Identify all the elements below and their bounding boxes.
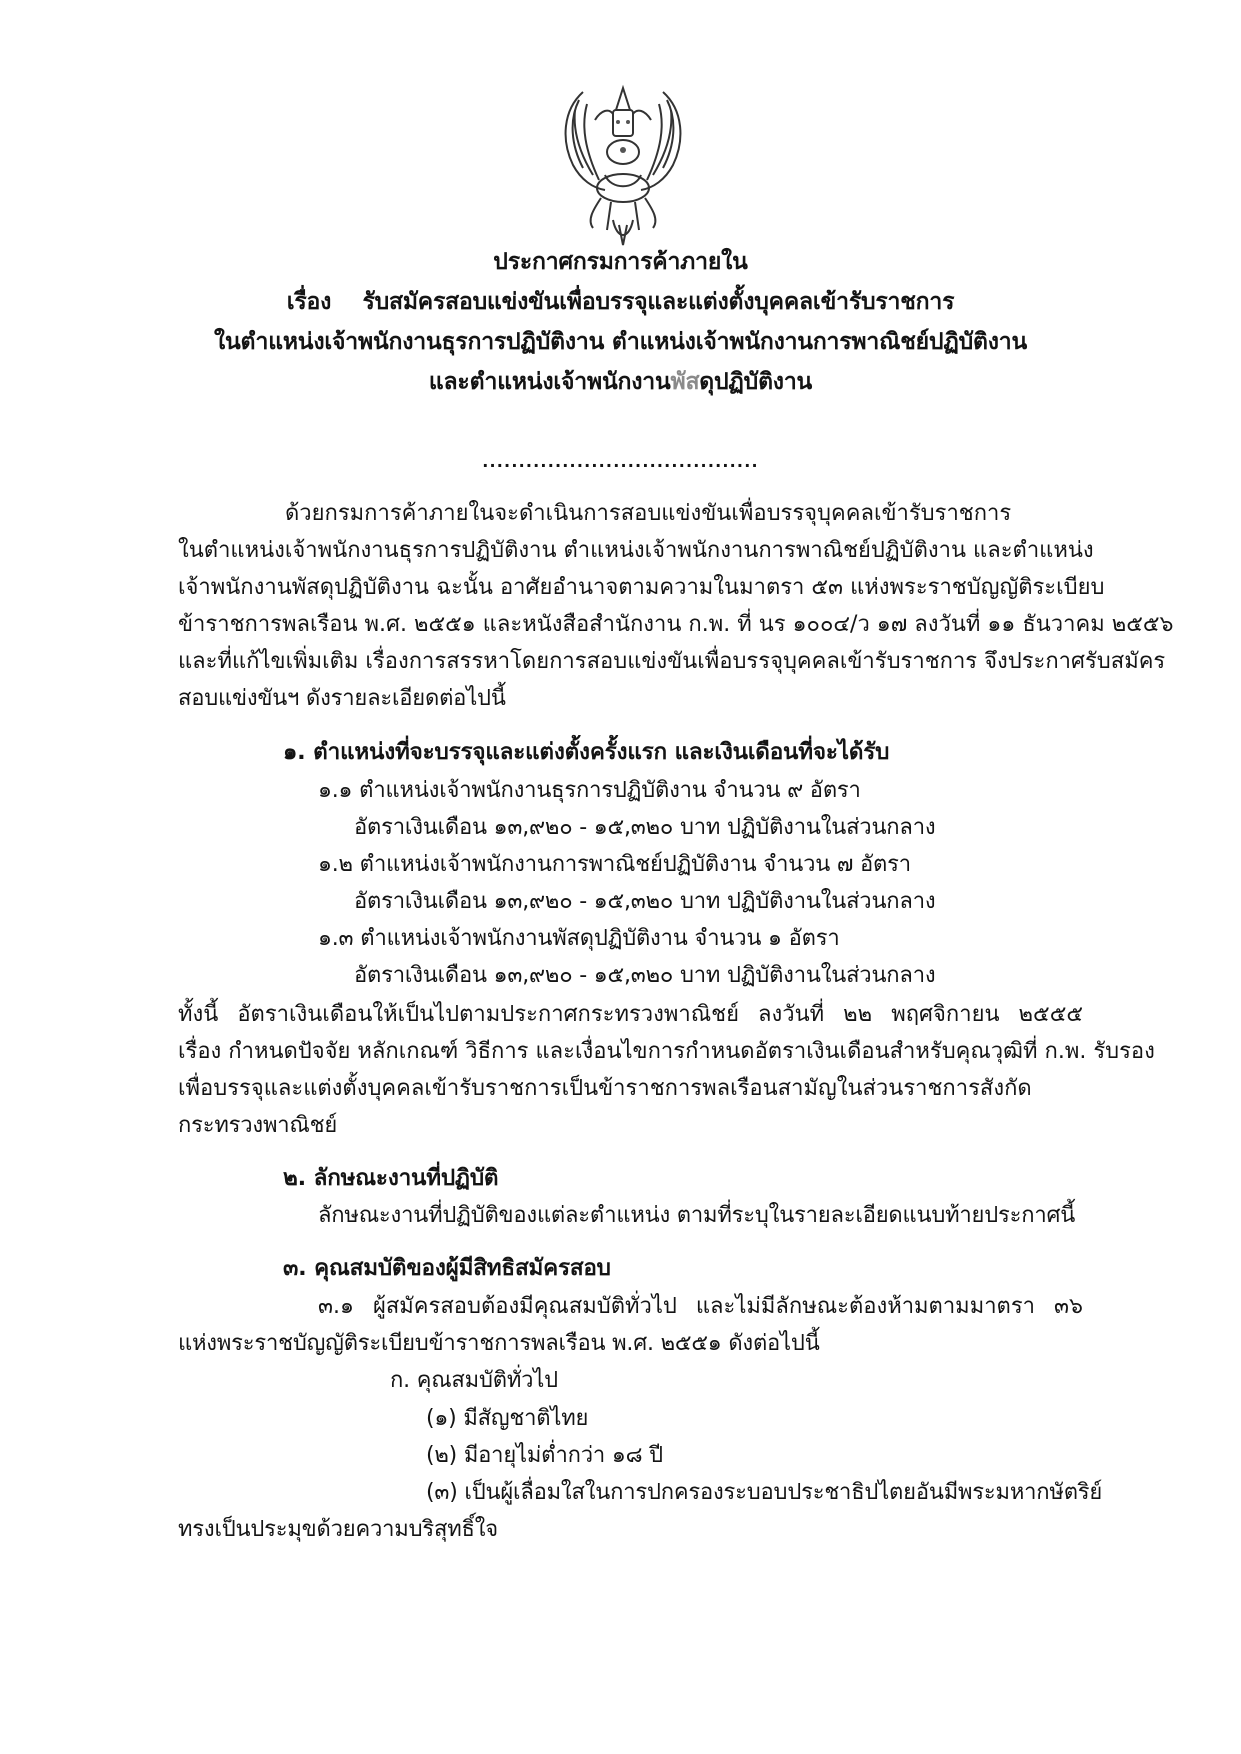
salary-note-line-2: เรื่อง กำหนดปัจจัย หลักเกณฑ์ วิธีการ และเงื่อนไขการกำหนดอัตราเงินเดือนสำหรับคุณวุฒิที่ ก.พ. รับรอง (178, 1039, 1155, 1064)
section-3-heading: ๓. คุณสมบัติของผู้มีสิทธิสมัครสอบ (283, 1255, 611, 1281)
qualification-item-3: (๓) เป็นผู้เลื่อมใสในการปกครองระบอบประชาธิปไตยอันมีพระมหากษัตริย์ (426, 1480, 1103, 1505)
intro-line-2: ในตำแหน่งเจ้าพนักงานธุรการปฏิบัติงาน ตำแหน่งเจ้าพนักงานการพาณิชย์ปฏิบัติงาน และตำแหน่ง (178, 538, 1094, 563)
position-2-title: ๑.๒ ตำแหน่งเจ้าพนักงานการพาณิชย์ปฏิบัติงาน จำนวน ๗ อัตรา (318, 852, 911, 877)
salary-note-line-1: ทั้งนี้ อัตราเงินเดือนให้เป็นไปตามประกาศกระทรวงพาณิชย์ ลงวันที่ ๒๒ พฤศจิกายน ๒๕๕๕ (178, 1002, 1083, 1027)
intro-line-4: ข้าราชการพลเรือน พ.ศ. ๒๕๕๑ และหนังสือสำนักงาน ก.พ. ที่ นร ๑๐๐๔/ว ๑๗ ลงวันที่ ๑๑ ธันวาคม ๒๕๕๖ (178, 612, 1174, 637)
qualification-item-2: (๒) มีอายุไม่ต่ำกว่า ๑๘ ปี (426, 1443, 663, 1468)
subject-line-3-pre: และตำแหน่งเจ้าพนักงาน (428, 369, 671, 395)
subject-line-1 (0, 287, 1241, 317)
clause-3-1-line-2: แห่งพระราชบัญญัติระเบียบข้าราชการพลเรือน พ.ศ. ๒๕๕๑ ดังต่อไปนี้ (178, 1331, 820, 1356)
section-2-body: ลักษณะงานที่ปฏิบัติของแต่ละตำแหน่ง ตามที่ระบุในรายละเอียดแนบท้ายประกาศนี้ (318, 1203, 1076, 1228)
subject-text: รับสมัครสอบแข่งขันเพื่อบรรจุและแต่งตั้งบุคคลเข้ารับราชการ (362, 289, 955, 315)
intro-line-6: สอบแข่งขันฯ ดังรายละเอียดต่อไปนี้ (178, 686, 506, 711)
subject-line-2: ในตำแหน่งเจ้าพนักงานธุรการปฏิบัติงาน ตำแหน่งเจ้าพนักงานการพาณิชย์ปฏิบัติงาน (214, 329, 1027, 355)
salary-note-line-3: เพื่อบรรจุและแต่งตั้งบุคคลเข้ารับราชการเป็นข้าราชการพลเรือนสามัญในส่วนราชการสังกัด (178, 1076, 1032, 1101)
subject-line-3-post: ดุปฏิบัติงาน (699, 369, 813, 395)
position-3-salary: อัตราเงินเดือน ๑๓,๙๒๐ - ๑๕,๓๒๐ บาท ปฏิบัติงานในส่วนกลาง (354, 963, 936, 988)
salary-note-line-4: กระทรวงพาณิชย์ (178, 1113, 338, 1138)
subject-line-3 (0, 367, 1241, 397)
position-1-salary: อัตราเงินเดือน ๑๓,๙๒๐ - ๑๕,๓๒๐ บาท ปฏิบัติงานในส่วนกลาง (354, 815, 936, 840)
intro-line-5: และที่แก้ไขเพิ่มเติม เรื่องการสรรหาโดยการสอบแข่งขันเพื่อบรรจุบุคคลเข้ารับราชการ จึงประกาศรับสมัคร (178, 649, 1166, 674)
general-qualifications-heading: ก. คุณสมบัติทั่วไป (390, 1368, 558, 1393)
announcement-title: ประกาศกรมการค้าภายใน (493, 249, 748, 275)
position-3-title: ๑.๓ ตำแหน่งเจ้าพนักงานพัสดุปฏิบัติงาน จำนวน ๑ อัตรา (318, 926, 840, 951)
intro-line-1: ด้วยกรมการค้าภายในจะดำเนินการสอบแข่งขันเพื่อบรรจุบุคคลเข้ารับราชการ (285, 501, 1012, 526)
garuda-emblem-icon (553, 80, 693, 250)
intro-line-3: เจ้าพนักงานพัสดุปฏิบัติงาน ฉะนั้น อาศัยอำนาจตามความในมาตรา ๕๓ แห่งพระราชบัญญัติระเบียบ (178, 575, 1105, 600)
clause-3-1-line-1: ๓.๑ ผู้สมัครสอบต้องมีคุณสมบัติทั่วไป และไม่มีลักษณะต้องห้ามตามมาตรา ๓๖ (318, 1294, 1083, 1319)
section-2-heading: ๒. ลักษณะงานที่ปฏิบัติ (283, 1165, 499, 1191)
subject-line-3-faded: พัส (670, 369, 700, 395)
position-2-salary: อัตราเงินเดือน ๑๓,๙๒๐ - ๑๕,๓๒๐ บาท ปฏิบัติงานในส่วนกลาง (354, 889, 936, 914)
qualification-item-3-continuation: ทรงเป็นประมุขด้วยความบริสุทธิ์ใจ (178, 1517, 498, 1542)
header-separator: ...................................... (482, 452, 759, 471)
section-1-heading: ๑. ตำแหน่งที่จะบรรจุและแต่งตั้งครั้งแรก และเงินเดือนที่จะได้รับ (283, 739, 890, 765)
position-1-title: ๑.๑ ตำแหน่งเจ้าพนักงานธุรการปฏิบัติงาน จำนวน ๙ อัตรา (318, 778, 861, 803)
qualification-item-1: (๑) มีสัญชาติไทย (426, 1406, 589, 1431)
subject-label: เรื่อง (286, 289, 332, 315)
